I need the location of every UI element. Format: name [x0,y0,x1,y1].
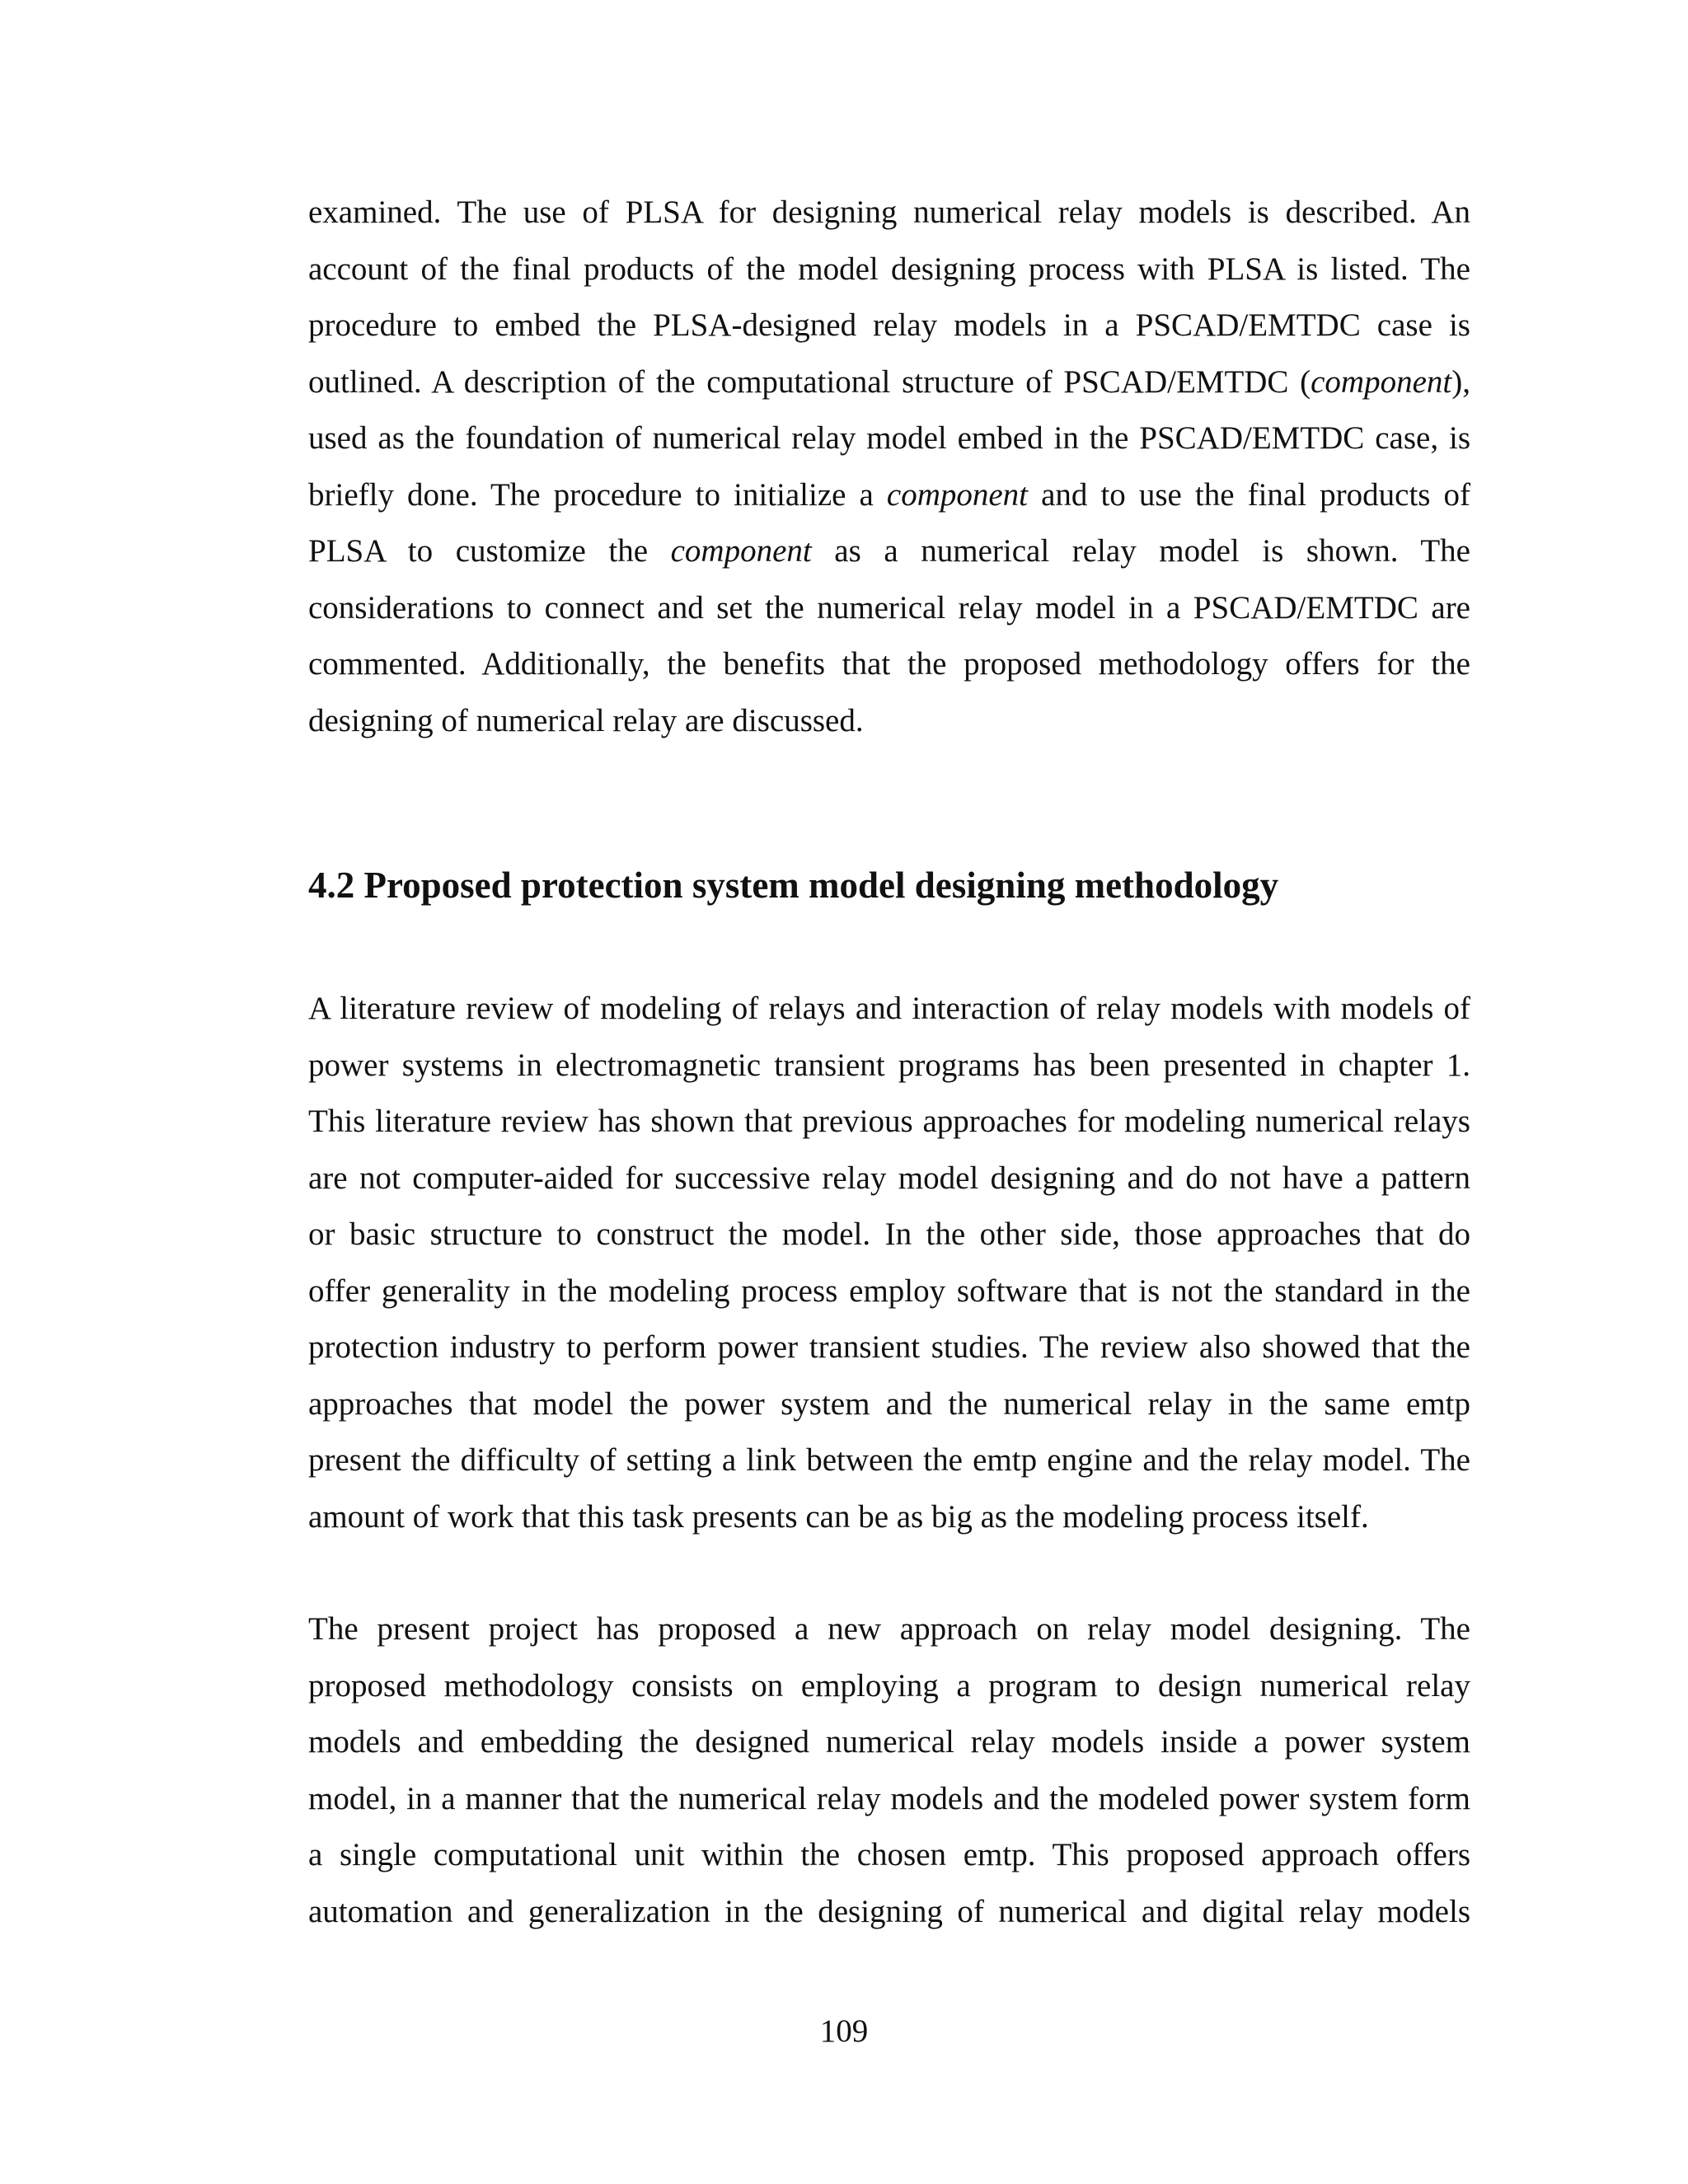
text-line: amount of work that this task presents can be as big as the modeling process itself. [308,1498,1369,1535]
text-segment: and to use the final products of [1028,476,1471,513]
text-line: model, in a manner that the numerical relay models and the modeled power system form [308,1780,1470,1816]
text-segment: ), [1451,363,1470,400]
text-line: considerations to connect and set the numerical relay model in a PSCAD/EMTDC are [308,589,1470,626]
section-heading: 4.2 Proposed protection system model designing methodology [308,865,1279,906]
paragraph-intro [308,185,1470,749]
text-line: power systems in electromagnetic transient programs has been presented in chapter 1. [308,1047,1470,1083]
text-segment: as a numerical relay model is shown. The [811,533,1470,569]
text-line: The present project has proposed a new approach on relay model designing. The [308,1611,1470,1647]
paragraph-literature-review [308,981,1470,1545]
italic-term: component [1311,363,1452,400]
text-segment: PLSA to customize the [308,533,671,569]
text-line [308,467,1470,524]
italic-term: component [886,476,1029,513]
text-line: procedure to embed the PLSA-designed relay models in a PSCAD/EMTDC case is [308,307,1470,343]
italic-term: component [670,533,812,569]
text-line [308,354,1470,411]
text-line [308,523,1470,580]
text-line: commented. Additionally, the benefits that the proposed methodology offers for the [308,646,1470,682]
page-number: 109 [819,2013,869,2049]
text-line: approaches that model the power system and the numerical relay in the same emtp [308,1385,1470,1422]
text-line: offer generality in the modeling process employ software that is not the standard in the [308,1272,1470,1309]
text-line: automation and generalization in the designing of numerical and digital relay models [308,1893,1470,1929]
text-line: used as the foundation of numerical relay model embed in the PSCAD/EMTDC case, is [308,420,1470,456]
text-line: are not computer-aided for successive relay model designing and do not have a pattern [308,1160,1470,1196]
text-line: present the difficulty of setting a link between the emtp engine and the relay model. The [308,1442,1470,1478]
text-line: or basic structure to construct the model. In the other side, those approaches that do [308,1216,1470,1252]
text-line: a single computational unit within the chosen emtp. This proposed approach offers [308,1837,1470,1872]
text-line: models and embedding the designed numerical relay models inside a power system [308,1724,1470,1760]
text-line: protection industry to perform power transient studies. The review also showed that the [308,1329,1470,1365]
text-segment: briefly done. The procedure to initialize a [308,476,887,513]
text-line: examined. The use of PLSA for designing numerical relay models is described. An [308,194,1470,230]
text-line: A literature review of modeling of relays and interaction of relay models with models of [308,991,1470,1026]
text-line: account of the final products of the model designing process with PLSA is listed. The [308,251,1470,287]
text-line: designing of numerical relay are discussed. [308,702,864,738]
text-segment: outlined. A description of the computational structure of PSCAD/EMTDC ( [308,363,1311,400]
paragraph-proposed-approach [308,1601,1470,1940]
text-line: proposed methodology consists on employing a program to design numerical relay [308,1667,1470,1704]
text-line: This literature review has shown that previous approaches for modeling numerical relays [308,1104,1470,1139]
